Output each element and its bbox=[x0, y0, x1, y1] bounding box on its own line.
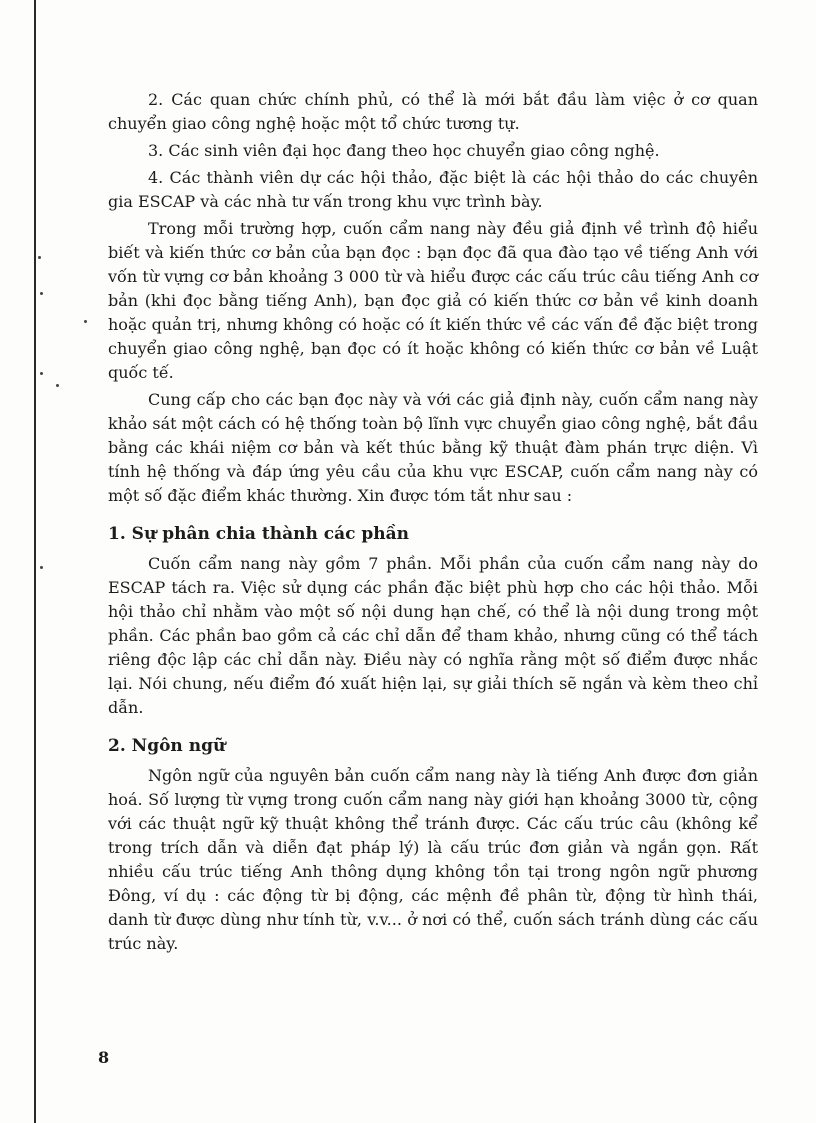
list-item-3: 3. Các sinh viên đại học đang theo học chuyển giao công nghệ. bbox=[148, 141, 660, 160]
page-binding-edge bbox=[34, 0, 36, 1123]
body-paragraph-overview: Cung cấp cho các bạn đọc này và với các giả định này, cuốn cẩm nang này khảo sát một cách có hệ thống toàn bộ lĩnh vực chuyển giao công nghệ, bắt đầu bằng các khái niệm cơ bản và kết thúc bằng kỹ thuật đàm phán trực diện. Vì tính hệ thống và đáp ứng yêu cầu của khu vực ESCAP, cuốn cẩm nang này có một số đặc điểm khác thường. Xin được tóm tắt như sau : bbox=[108, 390, 758, 505]
scan-speck bbox=[84, 320, 87, 323]
scan-speck bbox=[40, 372, 43, 375]
section-body-parts: Cuốn cẩm nang này gồm 7 phần. Mỗi phần của cuốn cẩm nang này do ESCAP tách ra. Việc sử dụng các phần đặc biệt phù hợp cho các hội thảo. Mỗi hội thảo chỉ nhằm vào một số nội dung hạn chế, có thể là nội dung trong một phần. Các phần bao gồm cả các chỉ dẫn để tham khảo, nhưng cũng có thể tách riêng độc lập các chỉ dẫn này. Điều này có nghĩa rằng một số điểm được nhắc lại. Nói chung, nếu điểm đó xuất hiện lại, sự giải thích sẽ ngắn và kèm theo chỉ dẫn. bbox=[108, 554, 758, 717]
section-heading-language: 2. Ngôn ngữ bbox=[108, 736, 226, 756]
list-item-2: 2. Các quan chức chính phủ, có thể là mới bắt đầu làm việc ở cơ quan chuyển giao công nghệ hoặc một tổ chức tương tự. bbox=[108, 90, 758, 133]
scan-speck bbox=[56, 384, 59, 387]
scan-speck bbox=[38, 256, 41, 259]
section-body-language: Ngôn ngữ của nguyên bản cuốn cẩm nang này là tiếng Anh được đơn giản hoá. Số lượng từ vựng trong cuốn cẩm nang này giới hạn khoảng 3000 từ, cộng với các thuật ngữ kỹ thuật không thể tránh được. Các cấu trúc câu (không kể trong trích dẫn và diễn đạt pháp lý) là cấu trúc đơn giản và ngắn gọn. Rất nhiều cấu trúc tiếng Anh thông dụng không tồn tại trong ngôn ngữ phương Đông, ví dụ : các động từ bị động, các mệnh đề phân từ, động từ hình thái, danh từ được dùng như tính từ, v.v... ở nơi có thể, cuốn sách tránh dùng các cấu trúc này. bbox=[108, 766, 758, 953]
scan-speck bbox=[40, 292, 43, 295]
scan-speck bbox=[40, 566, 43, 569]
page-number: 8 bbox=[98, 1048, 110, 1067]
list-item-4: 4. Các thành viên dự các hội thảo, đặc biệt là các hội thảo do các chuyên gia ESCAP và các nhà tư vấn trong khu vực trình bày. bbox=[108, 168, 758, 211]
body-paragraph-assumptions: Trong mỗi trường hợp, cuốn cẩm nang này đều giả định về trình độ hiểu biết và kiến thức cơ bản của bạn đọc : bạn đọc đã qua đào tạo về tiếng Anh với vốn từ vựng cơ bản khoảng 3 000 từ và hiểu được các cấu trúc câu tiếng Anh cơ bản (khi đọc bằng tiếng Anh), bạn đọc giả có kiến thức cơ bản về kinh doanh hoặc quản trị, nhưng không có hoặc có ít kiến thức về các vấn đề đặc biệt trong chuyển giao công nghệ, bạn đọc có ít hoặc không có kiến thức cơ bản về Luật quốc tế. bbox=[108, 219, 758, 382]
section-heading-parts: 1. Sự phân chia thành các phần bbox=[108, 524, 409, 544]
page-content bbox=[108, 88, 758, 956]
